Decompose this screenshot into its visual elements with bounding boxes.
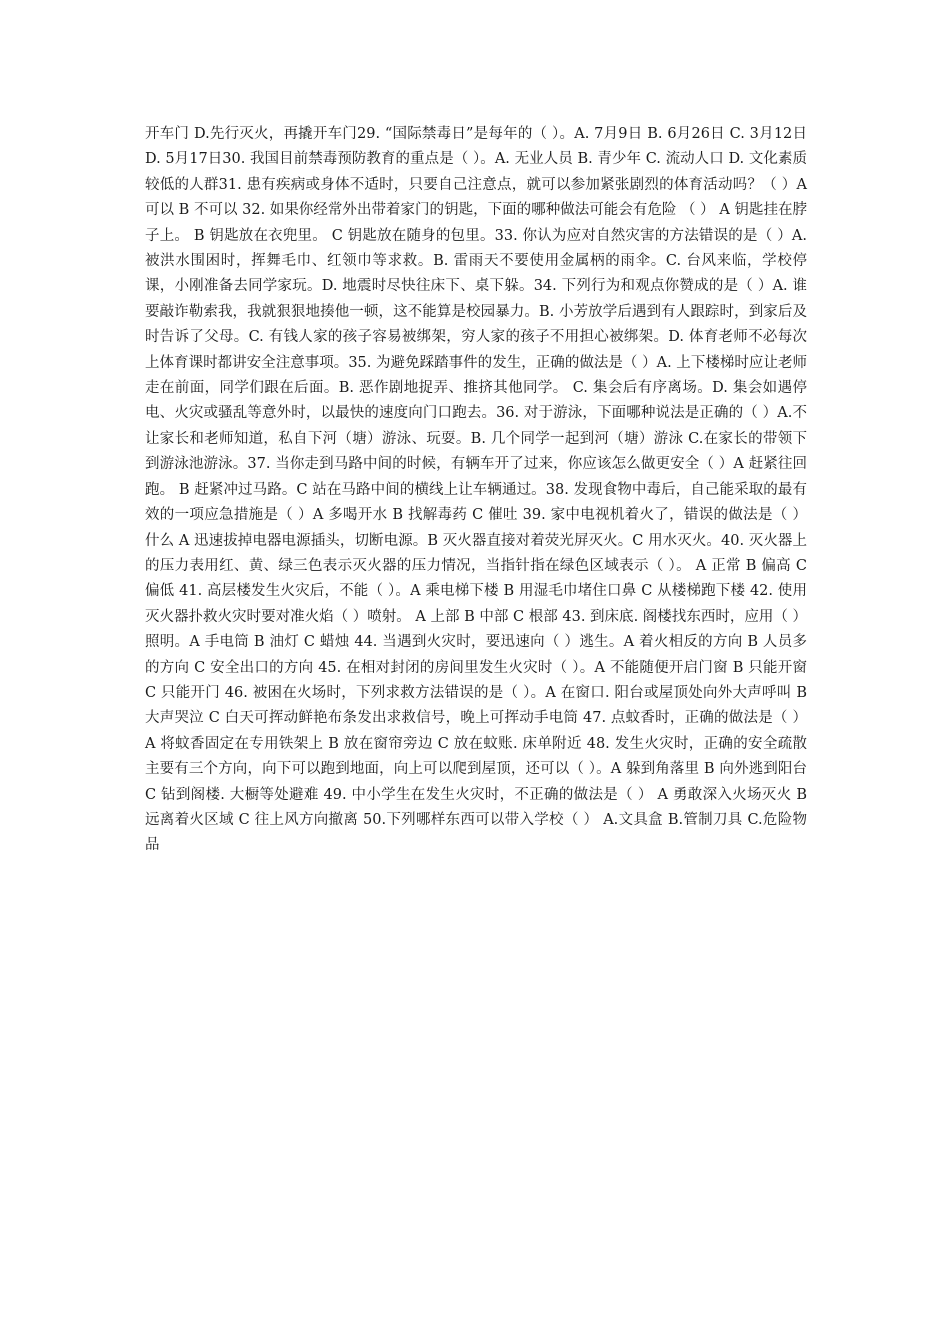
document-body-text: 开车门 D.先行灭火，再撬开车门29. “国际禁毒日”是每年的（ ）。A. 7月9日 B. 6月26日 C. 3月12日 D. 5月17日30. 我国目前禁毒预防教育的重点是（ ）。A. 无业人员 B. 青少年 C. 流动人口 D. 文化素质较低的人群31. 患有疾病或身体不适时，只要自己注意点，就可以参加紧张剧烈的体育活动吗？（ ）A 可以 B 不可以 32. 如果你经常外出带着家门的钥匙，下面的哪种做法可能会有危险 （ ） A 钥匙挂在脖子上。 B 钥匙放在衣兜里。 C 钥匙放在随身的包里。33. 你认为应对自然灾害的方法错误的是（ ）A. 被洪水围困时，挥舞毛巾、红领巾等求救。B. 雷雨天不要使用金属柄的雨伞。C. 台风来临，学校停课，小刚准备去同学家玩。D. 地震时尽快往床下、桌下躲。34. 下列行为和观点你赞成的是（ ）A. 谁要敲诈勒索我，我就狠狠地揍他一顿，这不能算是校园暴力。B. 小芳放学后遇到有人跟踪时，到家后及时告诉了父母。C. 有钱人家的孩子容易被绑架，穷人家的孩子不用担心被绑架。D. 体育老师不必每次上体育课时都讲安全注意事项。35. 为避免踩踏事件的发生，正确的做法是（ ）A. 上下楼梯时应让老师走在前面，同学们跟在后面。B. 恶作剧地捉弄、推挤其他同学。 C. 集会后有序离场。D. 集会如遇停电、火灾或骚乱等意外时，以最快的速度向门口跑去。36. 对于游泳，下面哪种说法是正确的（ ）A.不让家长和老师知道，私自下河（塘）游泳、玩耍。B. 几个同学一起到河（塘）游泳 C.在家长的带领下到游泳池游泳。37. 当你走到马路中间的时候，有辆车开了过来，你应该怎么做更安全（ ）A 赶紧往回跑。 B 赶紧冲过马路。C 站在马路中间的横线上让车辆通过。38. 发现食物中毒后，自己能采取的最有效的一项应急措施是（ ）A 多喝开水 B 找解毒药 C 催吐 39. 家中电视机着火了，错误的做法是（ ）什么 A 迅速拔掉电器电源插头，切断电源。B 灭火器直接对着荧光屏灭火。C 用水灭火。40. 灭火器上的压力表用红、黄、绿三色表示灭火器的压力情况，当指针指在绿色区域表示（ ）。 A 正常 B 偏高 C 偏低 41. 高层楼发生火灾后，不能（ ）。A 乘电梯下楼 B 用湿毛巾堵住口鼻 C 从楼梯跑下楼 42. 使用灭火器扑救火灾时要对准火焰（ ）喷射。 A 上部 B 中部 C 根部 43. 到床底. 阁楼找东西时，应用（ ）照明。A 手电筒 B 油灯 C 蜡烛 44. 当遇到火灾时，要迅速向（ ）逃生。A 着火相反的方向 B 人员多的方向 C 安全出口的方向 45. 在相对封闭的房间里发生火灾时（ ）。A 不能随便开启门窗 B 只能开窗 C 只能开门 46. 被困在火场时，下列求救方法错误的是（ ）。A 在窗口. 阳台或屋顶处向外大声呼叫 B 大声哭泣 C 白天可挥动鲜艳布条发出求救信号，晚上可挥动手电筒 47. 点蚊香时，正确的做法是（ ）A 将蚊香固定在专用铁架上 B 放在窗帘旁边 C 放在蚊账. 床单附近 48. 发生火灾时，正确的安全疏散主要有三个方向，向下可以跑到地面，向上可以爬到屋顶，还可以（ ）。A 躲到角落里 B 向外逃到阳台 C 钻到阁楼. 大橱等处避难 49. 中小学生在发生火灾时，不正确的做法是（ ） A 勇敢深入火场灭火 B 远离着火区域 C 往上风方向撤离 50.下列哪样东西可以带入学校（ ） A.文具盒 B.管制刀具 C.危险物品: [145, 126, 807, 854]
